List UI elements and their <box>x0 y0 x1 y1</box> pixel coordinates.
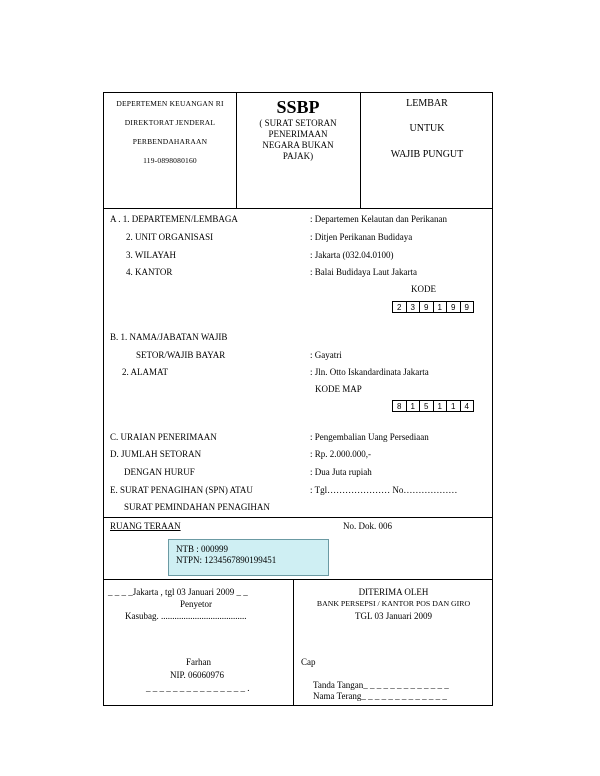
no-dok: No. Dok. 006 <box>343 521 392 531</box>
cap-label: Cap <box>301 657 316 667</box>
value-unit-organisasi: : Ditjen Perikanan Budidaya <box>310 232 413 242</box>
kode-digit: 1 <box>433 301 448 313</box>
value-huruf: : Dua Juta rupiah <box>310 467 372 477</box>
value-nama: : Gayatri <box>310 350 342 360</box>
label-unit-organisasi: 2. UNIT ORGANISASI <box>126 232 214 242</box>
signature-line: _ _ _ _ _ _ _ _ _ _ _ _ _ _ _ . <box>146 683 250 693</box>
untuk-label: UNTUK <box>409 123 445 134</box>
header-divider <box>104 208 492 209</box>
kode-map-digit: 5 <box>419 400 434 412</box>
value-departemen: : Departemen Kelautan dan Perikanan <box>310 214 447 224</box>
header-left-line-1: DEPERTEMEN KEUANGAN RI <box>116 99 224 108</box>
label-spn: E. SURAT PENAGIHAN (SPN) ATAU <box>110 485 253 495</box>
label-wilayah: 3. WILAYAH <box>126 250 177 260</box>
form-title: SSBP <box>276 97 320 117</box>
label-huruf: DENGAN HURUF <box>124 467 195 477</box>
lembar-label: LEMBAR <box>406 98 448 109</box>
header-left-line-2: DIREKTORAT JENDERAL <box>124 118 216 127</box>
nama-terang-field: Nama Terang_ _ _ _ _ _ _ _ _ _ _ _ _ <box>313 691 447 701</box>
ssbp-form <box>103 92 493 706</box>
kode-digit: 2 <box>392 301 407 313</box>
kasubag-label: Kasubag. ...................................... <box>125 611 247 621</box>
header-left-line-3: PERBENDAHARAAN <box>132 137 208 146</box>
label-uraian: C. URAIAN PENERIMAAN <box>110 432 217 442</box>
penyetor-label: Penyetor <box>180 599 212 609</box>
wajib-pungut-label: WAJIB PUNGUT <box>390 149 464 160</box>
body-divider <box>104 517 492 518</box>
kode-map-digit: 1 <box>406 400 421 412</box>
tgl-label: TGL 03 Januari 2009 <box>355 611 432 621</box>
kode-map-boxes <box>393 400 474 412</box>
kode-digit: 9 <box>419 301 434 313</box>
signer-name: Farhan <box>186 657 211 667</box>
ruang-teraan-title: RUANG TERAAN <box>110 521 181 531</box>
value-spn: : Tgl………………… No……………… <box>310 485 458 495</box>
label-kantor: 4. KANTOR <box>126 267 173 277</box>
ntpn-value: NTPN: 1234567890199451 <box>176 555 277 565</box>
kode-digit: 9 <box>460 301 475 313</box>
subtitle-line-2: PENERIMAAN <box>268 129 328 139</box>
label-nama-jabatan: B. 1. NAMA/JABATAN WAJIB <box>110 332 228 342</box>
kode-digit: 3 <box>406 301 421 313</box>
subtitle-line-1: ( SURAT SETORAN <box>259 118 337 128</box>
value-jumlah: : Rp. 2.000.000,- <box>310 449 372 459</box>
ruang-divider <box>104 579 492 580</box>
kode-label: KODE <box>411 284 436 294</box>
label-alamat: 2. ALAMAT <box>122 367 169 377</box>
label-pemindahan: SURAT PEMINDAHAN PENAGIHAN <box>124 502 270 512</box>
value-kantor: : Balai Budidaya Laut Jakarta <box>310 267 417 277</box>
label-departemen: A . 1. DEPARTEMEN/LEMBAGA <box>110 214 238 224</box>
kode-map-digit: 1 <box>433 400 448 412</box>
label-jumlah: D. JUMLAH SETORAN <box>110 449 202 459</box>
subtitle-line-3: NEGARA BUKAN <box>262 140 334 150</box>
tanda-tangan-field: Tanda Tangan_ _ _ _ _ _ _ _ _ _ _ _ _ <box>313 680 449 690</box>
kode-map-digit: 8 <box>392 400 407 412</box>
ntb-box <box>168 539 329 576</box>
header-left-line-4: 119-0898080160 <box>143 156 197 165</box>
subtitle-line-4: PAJAK) <box>282 151 314 161</box>
signer-nip: NIP. 06060976 <box>170 670 225 680</box>
kode-boxes <box>393 301 474 313</box>
value-alamat: : Jln. Otto Iskandardinata Jakarta <box>310 367 429 377</box>
diterima-label: DITERIMA OLEH <box>358 587 429 597</box>
value-uraian: : Pengembalian Uang Persediaan <box>310 432 429 442</box>
label-setor-bayar: SETOR/WAJIB BAYAR <box>136 350 226 360</box>
ntb-value: NTB : 000999 <box>176 544 229 554</box>
value-wilayah: : Jakarta (032.04.0100) <box>310 250 394 260</box>
kode-map-digit: 1 <box>446 400 461 412</box>
bank-label: BANK PERSEPSI / KANTOR POS DAN GIRO <box>316 599 471 608</box>
kode-map-digit: 4 <box>460 400 475 412</box>
kode-map-label: KODE MAP <box>315 384 362 394</box>
kode-digit: 9 <box>446 301 461 313</box>
footer-date-line: _ _ _ _Jakarta , tgl 03 Januari 2009 _ _ <box>108 587 248 597</box>
